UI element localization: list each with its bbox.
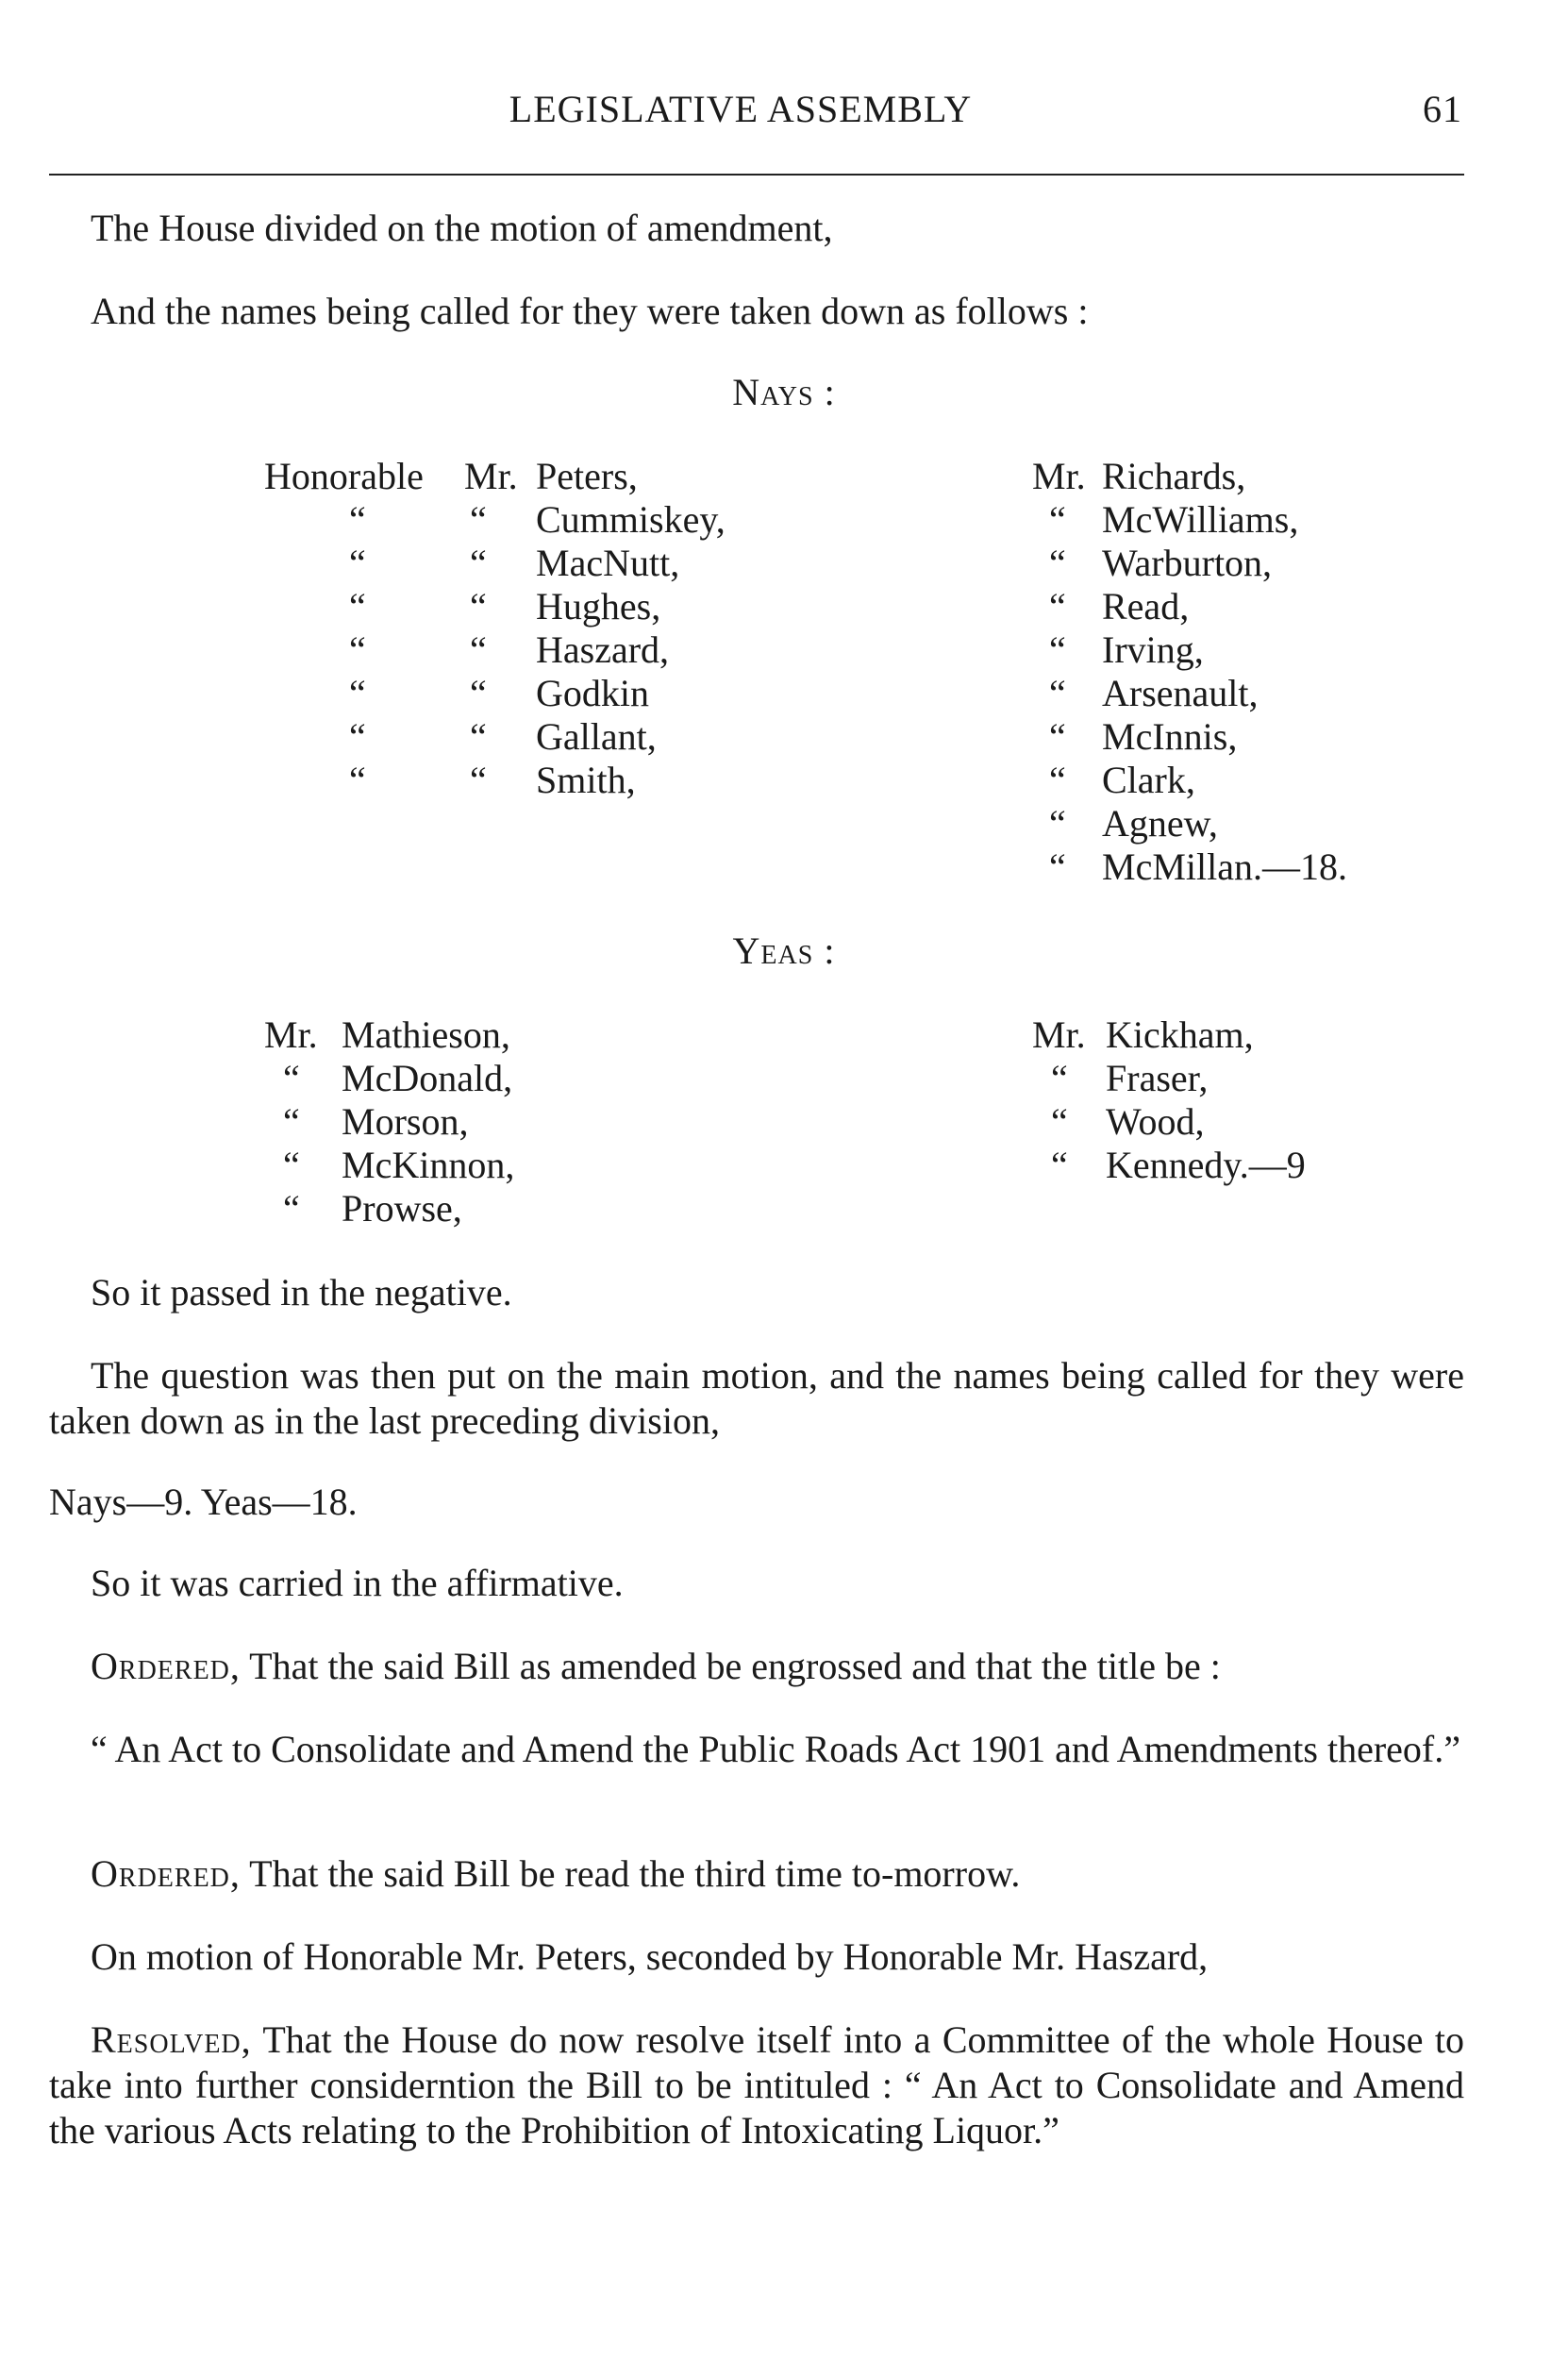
list-item: “ Morson, [283, 1100, 469, 1143]
list-item: “ Kennedy.—9 [1051, 1144, 1306, 1186]
list-item: Mr. Mathieson, [264, 1013, 510, 1056]
list-item: “ McInnis, [1049, 715, 1238, 758]
list-item: “ “ Godkin [349, 672, 649, 714]
yeas-heading: Yeas : [732, 929, 836, 972]
list-item: “ Read, [1049, 585, 1190, 628]
list-item: “ “ MacNutt, [349, 542, 680, 584]
page-number: 61 [1423, 88, 1462, 130]
list-item: Honorable Mr. Peters, [264, 455, 638, 497]
ordered-engrossed-paragraph: Ordered, That the said Bill as amended be engrossed and that the title be : [91, 1645, 1221, 1687]
list-item: “ “ Haszard, [349, 628, 670, 671]
list-item: “ Irving, [1049, 628, 1204, 671]
list-item: “ “ Smith, [349, 759, 636, 801]
negative-result: So it passed in the negative. [91, 1271, 512, 1314]
yeas-right-column [1032, 1013, 1428, 1187]
vote-tally: Nays—9. Yeas—18. [49, 1481, 358, 1523]
list-item: “ “ Cummiskey, [349, 498, 726, 541]
yeas-left-column [264, 1013, 660, 1230]
list-item: Mr. Richards, [1032, 455, 1246, 497]
nays-left-column [264, 455, 792, 802]
division-intro: The House divided on the motion of amendment, [91, 207, 833, 249]
affirmative-result: So it was carried in the affirmative. [91, 1562, 624, 1604]
list-item: “ McKinnon, [283, 1144, 515, 1186]
motion-paragraph: On motion of Honorable Mr. Peters, seconded by Honorable Mr. Haszard, [91, 1935, 1209, 1978]
list-item: “ McWilliams, [1049, 498, 1299, 541]
bill-title-quote: “ An Act to Consolidate and Amend the Public Roads Act 1901 and Amendments thereof.” [91, 1728, 1460, 1770]
list-item: “ Clark, [1049, 759, 1195, 801]
list-item: Mr. Kickham, [1032, 1013, 1254, 1056]
resolved-paragraph: Resolved, That the House do now resolve itself into a Committee of the whole House to take into further considerntion the Bill to be intituled : “ An Act to Consolidate and Amend the various Acts relating to the Prohibition of Intoxicating Liquor.” [49, 2018, 1464, 2151]
list-item: “ Prowse, [283, 1187, 462, 1230]
list-item: “ “ Gallant, [349, 715, 657, 758]
list-item: “ McMillan.—18. [1049, 845, 1347, 888]
names-intro: And the names being called for they were taken down as follows : [91, 290, 1089, 332]
list-item: “ Warburton, [1049, 542, 1273, 584]
list-item: “ “ Hughes, [349, 585, 661, 628]
list-item: “ Arsenault, [1049, 672, 1259, 714]
page-header-title: LEGISLATIVE ASSEMBLY [509, 88, 973, 130]
list-item: “ Wood, [1051, 1100, 1205, 1143]
nays-right-column [1032, 455, 1428, 889]
nays-heading: Nays : [732, 371, 836, 413]
list-item: “ Fraser, [1051, 1057, 1209, 1099]
header-rule [49, 174, 1464, 176]
list-item: “ Agnew, [1049, 802, 1218, 845]
ordered-third-reading-paragraph: Ordered, That the said Bill be read the third time to-morrow. [91, 1852, 1021, 1895]
list-item: “ McDonald, [283, 1057, 513, 1099]
main-motion-paragraph: The question was then put on the main motion, and the names being called for they were taken down as in the last preceding division, [49, 1354, 1464, 1442]
